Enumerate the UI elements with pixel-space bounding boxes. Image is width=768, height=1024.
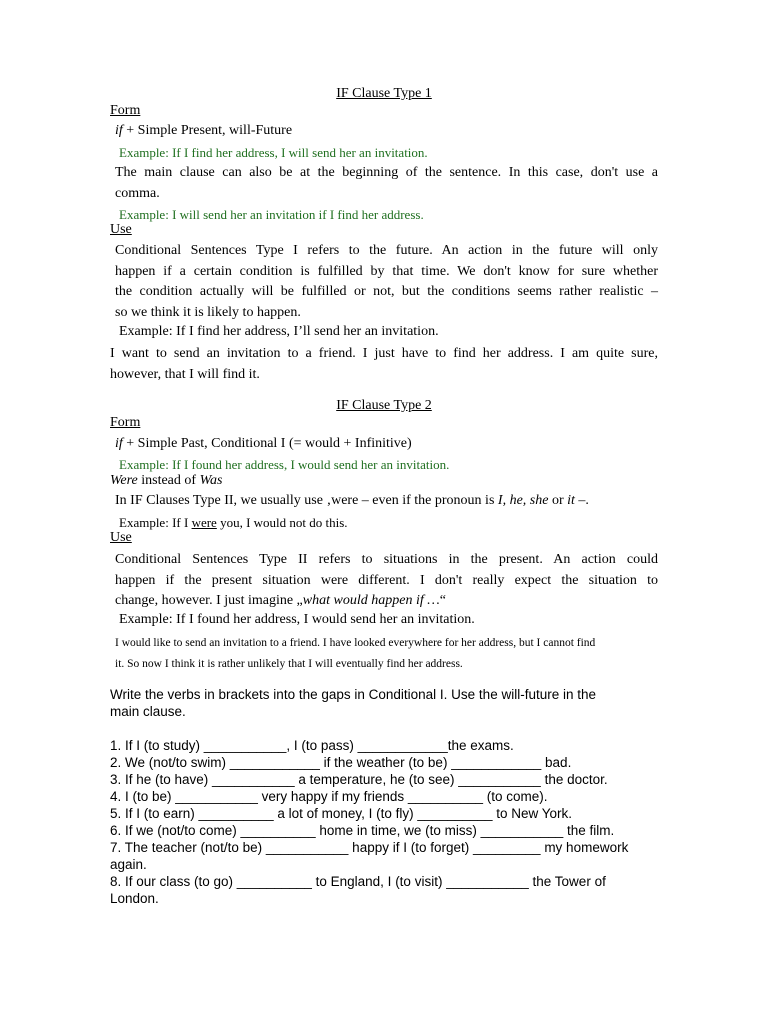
exercise-instruction-line-1: Write the verbs in brackets into the gaps in Conditional I. Use the will-future in the	[110, 687, 596, 702]
were-heading	[110, 473, 222, 490]
type2-pronoun-rule	[115, 493, 589, 510]
pronoun-it: it	[567, 493, 575, 508]
type1-use-line-3: the condition actually will be fulfilled or not, but the conditions seems rather realistic –	[115, 284, 658, 299]
exercise-item-7-continued: again.	[110, 857, 147, 872]
type1-explanation	[110, 344, 658, 385]
type2-explanation	[115, 633, 660, 675]
type2-use-line-3-pre: change, however. I just imagine „	[115, 593, 303, 608]
type2-use-line-1: Conditional Sentences Type II refers to situations in the present. An action could	[115, 552, 658, 567]
type1-title: IF Clause Type 1	[336, 86, 432, 101]
type1-use-line-4: so we think it is likely to happen.	[115, 304, 301, 320]
type1-form-label: Form	[110, 103, 141, 118]
type1-example-1: Example: If I find her address, I will send her an invitation.	[119, 145, 428, 160]
pronoun-list: I, he, she	[497, 493, 549, 508]
type2-form-rule	[115, 436, 412, 453]
exercise-item-5: 5. If I (to earn) __________ a lot of money, I (to fly) __________ to New York.	[110, 806, 573, 821]
type1-main-clause-line-1: The main clause can also be at the beginning of the sentence. In this case, don't use a	[115, 165, 658, 180]
exercise-item-8: 8. If our class (to go) __________ to England, I (to visit) ___________ the Tower of	[110, 874, 606, 889]
pronoun-rule-pre: In IF Clauses Type II, we usually use ‚were – even if the pronoun is	[115, 493, 498, 508]
exercise-item-3: 3. If he (to have) ___________ a temperature, he (to see) ___________ the doctor.	[110, 772, 608, 787]
type2-use-line-3-post: “	[439, 593, 446, 608]
type2-example-1: Example: If I found her address, I would send her an invitation.	[119, 457, 450, 472]
type2-example-2-post: you, I would not do this.	[216, 515, 348, 530]
type2-form-rest: + Simple Past, Conditional I (= would + Infinitive)	[122, 436, 412, 451]
pronoun-or: or	[548, 493, 568, 508]
type2-example-2-pre: Example: If I	[119, 515, 192, 530]
type1-use-label: Use	[110, 222, 132, 237]
type2-use-label: Use	[110, 530, 132, 545]
exercise-item-2: 2. We (not/to swim) ____________ if the weather (to be) ____________ bad.	[110, 755, 572, 770]
type1-use-paragraph	[115, 241, 658, 323]
were-mid: instead of	[137, 473, 200, 488]
type1-example-2: Example: I will send her an invitation if I find her address.	[119, 207, 424, 222]
exercise-item-6: 6. If we (not/to come) __________ home in time, we (to miss) ___________ the film.	[110, 823, 615, 838]
were-word: Were	[110, 473, 138, 488]
type1-main-clause-paragraph	[115, 163, 658, 204]
type2-form-label: Form	[110, 415, 141, 430]
type1-example-3: Example: If I find her address, I’ll send her an invitation.	[119, 324, 439, 339]
pronoun-rule-post: –.	[574, 493, 589, 508]
type1-form-rest: + Simple Present, will-Future	[122, 123, 293, 138]
exercise-item-8-continued: London.	[110, 891, 159, 906]
exercise-item-1: 1. If I (to study) ___________, I (to pass) ____________the exams.	[110, 738, 514, 753]
type2-example-2	[119, 515, 348, 531]
exercise-item-7: 7. The teacher (not/to be) ___________ happy if I (to forget) _________ my homework	[110, 840, 629, 855]
exercise-instruction-line-2: main clause.	[110, 704, 186, 719]
type1-explanation-line-2: however, that I will find it.	[110, 366, 260, 382]
exercise-item-4: 4. I (to be) ___________ very happy if my friends __________ (to come).	[110, 789, 548, 804]
type2-explanation-line-1: I would like to send an invitation to a friend. I have looked everywhere for her address, but I cannot find	[115, 637, 596, 649]
type2-form-if: if	[115, 436, 123, 451]
was-word: Was	[199, 473, 223, 488]
type2-use-paragraph	[115, 550, 658, 612]
exercise-instruction	[110, 686, 596, 720]
type2-title: IF Clause Type 2	[336, 398, 432, 413]
type2-example-2-were: were	[191, 515, 217, 530]
type1-main-clause-line-2: comma.	[115, 185, 160, 201]
type2-explanation-line-2: it. So now I think it is rather unlikely that I will eventually find her address.	[115, 658, 463, 670]
type1-form-rule	[115, 123, 292, 140]
exercise-list	[110, 737, 628, 907]
type2-use-line-3	[115, 591, 658, 612]
type1-explanation-line-1: I want to send an invitation to a friend. I just have to find her address. I am quite sure,	[110, 346, 658, 361]
type2-use-line-3-italic: what would happen if …	[302, 593, 440, 608]
type2-example-3: Example: If I found her address, I would send her an invitation.	[119, 612, 475, 627]
type1-form-if: if	[115, 123, 123, 138]
type1-use-line-1: Conditional Sentences Type I refers to the future. An action in the future will only	[115, 243, 658, 258]
type2-use-line-2: happen if the present situation were different. I don't really expect the situation to	[115, 572, 658, 588]
type1-use-line-2: happen if a certain condition is fulfilled by that time. We don't know for sure whether	[115, 263, 658, 279]
